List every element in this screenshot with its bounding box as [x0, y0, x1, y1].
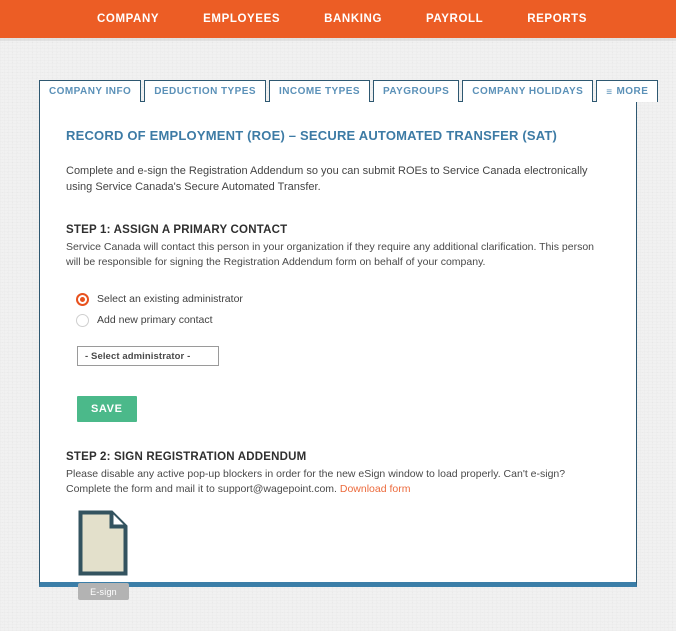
nav-item-employees[interactable]: EMPLOYEES [203, 13, 281, 25]
document-page-icon[interactable] [78, 510, 128, 576]
tab-more-label: MORE [616, 86, 649, 97]
radio-unselected-icon[interactable] [76, 314, 89, 327]
tab-bar [0, 80, 676, 102]
step1-description: Service Canada will contact this person in your organization if they require any additional clarification. This person will be responsible for signing the Registration Addendum form on behalf of your company. [66, 241, 595, 268]
radio-add-new-primary-contact-label: Add new primary contact [97, 314, 213, 326]
esign-button[interactable]: E-sign [78, 583, 129, 600]
radio-select-existing-administrator-label: Select an existing administrator [97, 293, 243, 305]
tab-paygroups[interactable]: PAYGROUPS [373, 80, 459, 102]
step2-description [66, 467, 598, 497]
administrator-select-value: - Select administrator - [85, 350, 191, 362]
nav-item-payroll[interactable]: PAYROLL [426, 13, 484, 25]
tab-deduction-types[interactable]: DEDUCTION TYPES [144, 80, 266, 102]
primary-contact-radio-group [66, 289, 610, 330]
hamburger-icon: ≡ [606, 87, 613, 98]
tab-company-info[interactable]: COMPANY INFO [39, 80, 141, 102]
tab-income-types[interactable]: INCOME TYPES [269, 80, 370, 102]
step2-heading: STEP 2: SIGN REGISTRATION ADDENDUM [66, 451, 307, 463]
save-button[interactable]: SAVE [77, 396, 137, 422]
page-title: RECORD OF EMPLOYMENT (ROE) – SECURE AUTOMATED TRANSFER (SAT) [66, 128, 558, 143]
nav-item-banking[interactable]: BANKING [324, 13, 382, 25]
esign-document-area [78, 510, 610, 600]
nav-item-reports[interactable]: REPORTS [527, 13, 588, 25]
page-intro-text: Complete and e-sign the Registration Addendum so you can submit ROEs to Service Canada electronically using Service Canada's Secure Automated Transfer. [66, 165, 588, 193]
tab-more[interactable] [596, 80, 658, 102]
radio-select-existing-administrator[interactable] [66, 289, 610, 309]
nav-item-company[interactable]: COMPANY [97, 13, 160, 25]
administrator-select[interactable] [77, 346, 219, 366]
radio-selected-icon[interactable] [76, 293, 89, 306]
content-panel [39, 101, 637, 597]
tab-company-holidays[interactable]: COMPANY HOLIDAYS [462, 80, 593, 102]
step1-heading: STEP 1: ASSIGN A PRIMARY CONTACT [66, 224, 288, 236]
radio-add-new-primary-contact[interactable] [66, 310, 610, 330]
top-navigation-bar [0, 0, 676, 38]
download-form-link[interactable]: Download form [339, 483, 411, 495]
step2-description-text: Please disable any active pop-up blockers in order for the new eSign window to load properly. Can't e-sign? Complete the form and mail it to support@wagepoint.com. [66, 468, 566, 495]
